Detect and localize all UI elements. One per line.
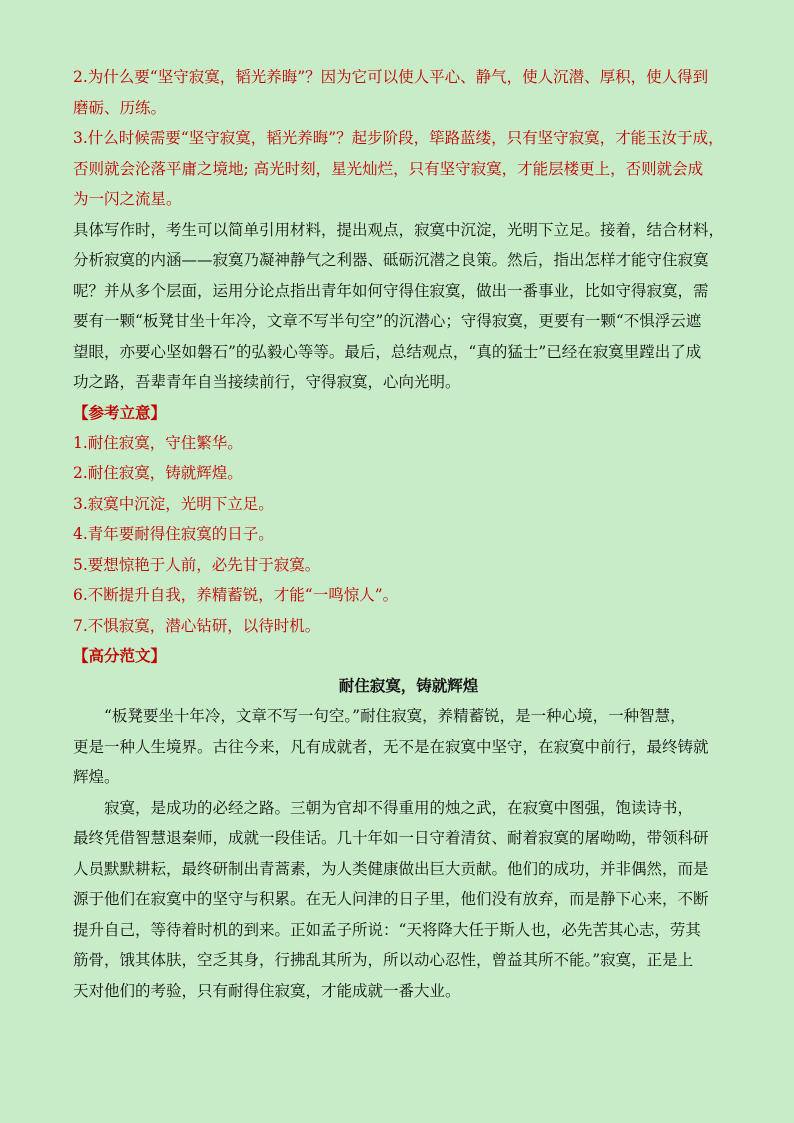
text-line: 分析寂寞的内涵——寂寞乃凝神静气之利器、砥砺沉潜之良策。然后，指出怎样才能守住寂寞: [73, 251, 709, 269]
reference-ideas-heading: 【参考立意】: [73, 402, 167, 422]
text-line: 功之路，吾辈青年自当接续前行，守得寂寞，心向光明。: [73, 373, 461, 391]
text-line: 源于他们在寂寞中的坚守与积累。在无人问津的日子里，他们没有放弃，而是静下心来，不断: [73, 890, 709, 908]
text-line: 提升自己，等待着时机的到来。正如孟子所说：“天将降大任于斯人也，必先苦其心志，劳其: [73, 920, 701, 939]
text-line: 望眼，亦要心坚如磐石”的弘毅心等等。最后，总结观点，“真的猛士”已经在寂寞里蹚出了成: [73, 342, 702, 361]
text-line: 3.什么时候需要“坚守寂寞，韬光养晦”？起步阶段，筚路蓝缕，只有坚守寂寞，才能玉汝于成，: [73, 129, 724, 147]
list-item: 6.不断提升自我，养精蓄锐，才能“一鸣惊人”。: [73, 586, 399, 604]
text-line: 辉煌。: [73, 768, 120, 786]
text-line: 更是一种人生境界。古往今来，凡有成就者，无不是在寂寞中坚守，在寂寞中前行，最终铸就: [73, 737, 709, 756]
list-item: 1.耐住寂寞，守住繁华。: [73, 433, 243, 452]
text-line: 呢？并从多个层面，运用分论点指出青年如何守得住寂寞，做出一番事业，比如守得寂寞，需: [73, 281, 709, 300]
essay-paragraph-2: [73, 793, 724, 1007]
list-item: 4.青年要耐得住寂寞的日子。: [73, 525, 274, 543]
list-item: 2.耐住寂寞，铸就辉煌。: [73, 464, 243, 482]
text-line: 最终凭借智慧退秦师，成就一段佳话。几十年如一日守着清贫、耐着寂寞的屠呦呦，带领科研: [73, 829, 709, 847]
list-item: 5.要想惊艳于人前，必先甘于寂寞。: [73, 555, 321, 574]
essay-title: 耐住寂寞，铸就辉煌: [338, 676, 479, 695]
writing-guide-block: [73, 215, 724, 398]
essay-paragraph-1: [73, 701, 724, 793]
text-line: “板凳要坐十年冷，文章不写一句空。”耐住寂寞，养精蓄锐，是一种心境，一种智慧，: [104, 707, 686, 725]
text-line: 为一闪之流星。: [73, 190, 182, 208]
text-line: 人员默默耕耘，最终研制出青蒿素，为人类健康做出巨大贡献。他们的成功，并非偶然，而是: [73, 859, 709, 878]
reference-ideas-list: [73, 428, 724, 642]
intro-red-block: [73, 62, 724, 215]
list-item: 7.不惧寂寞，潜心钻研，以待时机。: [73, 616, 321, 635]
text-line: 否则就会沦落平庸之境地; 高光时刻，星光灿烂，只有坚守寂寞，才能层楼更上，否则就会成: [73, 159, 704, 178]
text-line: 天对他们的考验，只有耐得住寂寞，才能成就一番大业。: [73, 981, 461, 1000]
text-line: 寂寞，是成功的必经之路。三朝为官却不得重用的烛之武，在寂寞中图强，饱读诗书，: [104, 798, 694, 817]
text-line: 要有一颗“板凳甘坐十年冷，文章不写半句空”的沉潜心；守得寂寞，更要有一颗“不惧浮云遮: [73, 312, 702, 330]
text-line: 筋骨，饿其体肤，空乏其身，行拂乱其所为，所以动心忍性，曾益其所不能。”寂寞，正是上: [73, 951, 694, 969]
list-item: 3.寂寞中沉淀，光明下立足。: [73, 494, 274, 513]
text-line: 具体写作时，考生可以简单引用材料，提出观点，寂寞中沉淀，光明下立足。接着，结合材料，: [73, 220, 725, 239]
sample-essay-heading: 【高分范文】: [73, 646, 167, 665]
text-line: 磨砺、历练。: [73, 98, 167, 117]
text-line: 2.为什么要“坚守寂寞，韬光养晦”？因为它可以使人平心、静气，使人沉潜、厚积，使人得到: [73, 68, 709, 86]
